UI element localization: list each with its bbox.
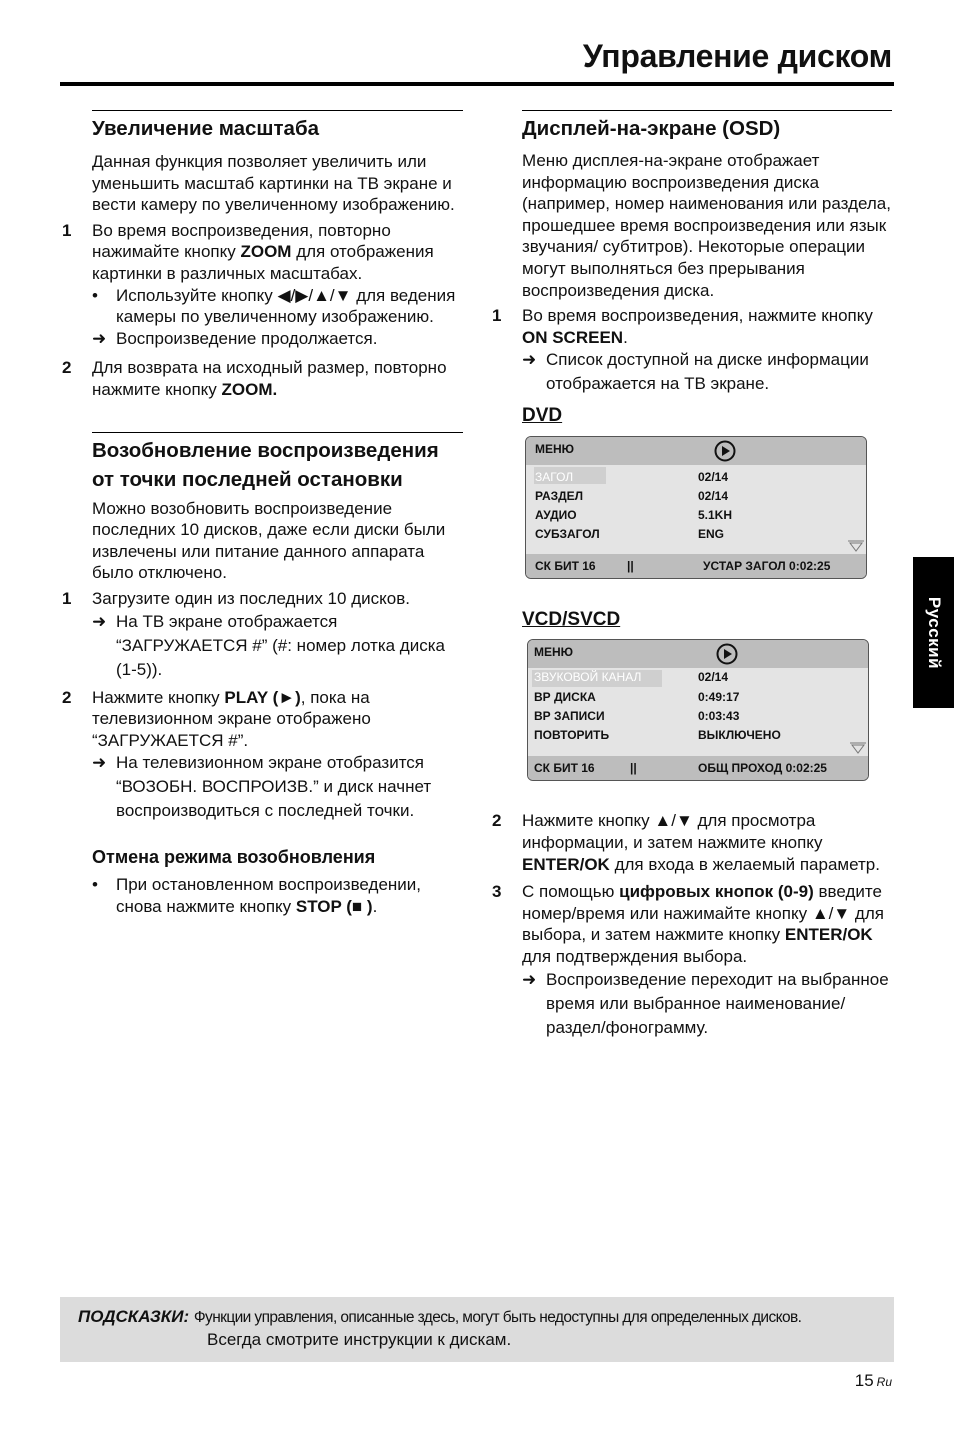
step-number: 1 (62, 588, 72, 608)
dvd-osd-panel (525, 436, 867, 579)
osd-intro: Меню дисплея-на-экране отображает информацию воспроизведения диска (например, номер наименования или раздела, прошедшее время воспроизведения или язык звучания/ субтитров). Некоторые операции могут выполняться без прерывания воспроизведения диска. (522, 151, 891, 300)
tips-box (60, 1297, 894, 1362)
page-number (855, 1371, 892, 1391)
step-text: . (623, 327, 628, 347)
resume-step-2-result (60, 751, 463, 823)
osd-row-name[interactable]: СУБЗАГОЛ (535, 527, 600, 542)
tips-text: Функции управления, описанные здесь, могут быть недоступны для определенных дисков. (193, 1309, 802, 1326)
osd-step-1-result (490, 348, 892, 396)
bullet-text: Используйте кнопку (116, 285, 278, 305)
osd-row-name[interactable]: ВР ЗАПИСИ (534, 709, 605, 724)
resume-step-1 (60, 588, 463, 610)
tips-line-1 (78, 1307, 801, 1327)
step-text: Во время воспроизведения, нажмите кнопку (522, 306, 873, 326)
scroll-down-triangle-icon (848, 540, 864, 552)
result-text: На телевизионном экране отобразится “ВОЗОБН. ВОСПРОИЗВ.” и диск начнет воспроизводиться с последней точки. (116, 753, 432, 821)
osd-header (526, 437, 866, 465)
step-text: , пока на телевизионном экране отображено “ЗАГРУЖАЕТСЯ #”. (92, 687, 371, 750)
bullet-mark: • (92, 285, 98, 305)
osd-step-3-result (490, 968, 892, 1040)
vcd-osd-panel (527, 639, 869, 781)
bullet-text: . (372, 896, 378, 916)
page-number-value: 15 (854, 1371, 874, 1390)
cancel-bullet (60, 874, 463, 917)
on-screen-key: ON SCREEN (522, 327, 624, 347)
step-text: для просмотра информации, и затем нажмите кнопку (522, 811, 823, 852)
osd-row-value: 02/14 (698, 470, 729, 485)
zoom-step-1 (60, 220, 463, 285)
osd-row-value: 02/14 (698, 489, 729, 504)
step-text: для отображения картинки в различных масштабах. (92, 242, 434, 283)
section-rule (522, 110, 892, 111)
step-text: для входа в желаемый параметр. (609, 854, 880, 874)
resume-step-1-result (60, 610, 463, 682)
enter-ok-key: ENTER/OK (784, 925, 873, 945)
osd-row-value: 0:03:43 (698, 709, 740, 724)
step-text: для выбора, и затем нажмите кнопку (522, 903, 884, 945)
enter-ok-key: ENTER/OK (522, 854, 610, 874)
zoom-bullet (60, 285, 463, 328)
result-arrow-icon: ➜ (92, 753, 107, 773)
page-title: Управление диском (582, 38, 892, 74)
play-key: PLAY (►) (224, 687, 301, 707)
step-number: 2 (62, 687, 72, 707)
resume-heading: Возобновление воспроизведения от точки последней остановки (92, 438, 439, 491)
stop-key: STOP (■ ) (295, 896, 373, 916)
bullet-text: для ведения камеры по увеличенному изображению. (116, 285, 456, 327)
pause-icon: || (630, 761, 637, 776)
left-column (60, 110, 463, 917)
osd-row-name[interactable]: РАЗДЕЛ (535, 489, 584, 504)
digit-keys: цифровых кнопок (0-9) (619, 882, 814, 902)
arrow-keys-icon: ◀/▶/▲/▼ (277, 285, 352, 305)
bullet-text: При остановленном воспроизведении, снова нажмите кнопку (116, 875, 421, 916)
right-column (490, 110, 892, 1040)
zoom-result (60, 328, 463, 350)
language-tab (913, 557, 954, 708)
bullet-mark: • (92, 875, 98, 895)
play-circle-icon (714, 440, 736, 462)
zoom-key: ZOOM (240, 242, 292, 262)
cancel-heading: Отмена режима возобновления (92, 847, 376, 868)
step-number: 2 (492, 811, 502, 831)
osd-step-1 (490, 305, 892, 348)
result-text: Воспроизведение продолжается. (116, 328, 378, 348)
osd-row-name[interactable]: ЗВУКОВОЙ КАНАЛ (534, 670, 642, 685)
step-text: Загрузите один из последних 10 дисков. (92, 588, 410, 608)
step-text: введите номер/время или нажимайте кнопку (522, 882, 882, 923)
scroll-down-triangle-icon (850, 742, 866, 754)
step-number: 1 (492, 306, 502, 326)
osd-row-name[interactable]: АУДИО (535, 508, 577, 523)
pause-icon: || (627, 559, 634, 574)
osd-footer (528, 756, 868, 780)
result-arrow-icon: ➜ (522, 969, 537, 989)
osd-row-value: ВЫКЛЮЧЕНО (698, 728, 781, 743)
step-number: 3 (492, 882, 502, 902)
section-rule (92, 432, 463, 433)
osd-heading: Дисплей-на-экране (OSD) (522, 117, 781, 140)
osd-row-name[interactable]: ПОВТОРИТЬ (534, 728, 610, 743)
result-arrow-icon: ➜ (92, 611, 107, 631)
osd-step-2 (490, 810, 892, 875)
section-rule (92, 110, 463, 111)
language-tab-label: Русский (924, 596, 944, 669)
vcd-label: VCD/SVCD (522, 609, 621, 631)
osd-header (528, 640, 868, 668)
step-number: 1 (62, 220, 72, 240)
result-arrow-icon: ➜ (522, 350, 537, 370)
play-circle-icon (716, 643, 738, 665)
resume-intro: Можно возобновить воспроизведение последних 10 дисков, даже если диски были извлечены или питание данного аппарата было отключено. (92, 498, 446, 583)
result-arrow-icon: ➜ (92, 328, 107, 348)
step-text: Нажмите кнопку (522, 811, 655, 831)
osd-row-value: 5.1KH (698, 508, 733, 523)
step-text: Нажмите кнопку (92, 687, 225, 707)
result-text: Список доступной на диске информации отображается на ТВ экране. (546, 350, 869, 394)
result-text: Воспроизведение переходит на выбранное время или выбранное наименование/раздел/фонограмму. (546, 969, 889, 1037)
up-down-arrows-icon: ▲/▼ (654, 811, 693, 831)
step-number: 2 (62, 358, 72, 378)
osd-step-3 (490, 881, 892, 967)
zoom-key: ZOOM. (221, 379, 278, 399)
result-text: На ТВ экране отображается “ЗАГРУЖАЕТСЯ #” (#: номер лотка диска (1-5)). (116, 611, 445, 679)
osd-bitrate: СК БИТ 16 (535, 559, 596, 574)
osd-menu-label: МЕНЮ (534, 645, 574, 660)
osd-row-name[interactable]: ВР ДИСКА (534, 690, 596, 705)
zoom-step-2 (60, 357, 463, 400)
page-lang: Ru (876, 1375, 892, 1389)
zoom-heading: Увеличение масштаба (92, 117, 320, 140)
title-rule (60, 82, 894, 86)
osd-row-name[interactable]: ЗАГОЛ (535, 470, 574, 485)
step-text: для подтверждения выбора. (522, 946, 748, 966)
step-text: С помощью (522, 882, 620, 902)
osd-time: УСТАР ЗАГОЛ 0:02:25 (703, 559, 831, 574)
step-text: Для возврата на исходный размер, повторно нажмите кнопку (92, 358, 447, 399)
osd-time: ОБЩ ПРОХОД 0:02:25 (698, 761, 827, 776)
tips-label: ПОДСКАЗКИ: (78, 1307, 190, 1326)
osd-row-value: 02/14 (698, 670, 729, 685)
zoom-intro: Данная функция позволяет увеличить или уменьшить масштаб картинки на ТВ экране и вести камеру по увеличенному изображению. (92, 152, 455, 215)
osd-row-value: ENG (698, 527, 725, 542)
osd-row-value: 0:49:17 (698, 690, 740, 705)
osd-bitrate: СК БИТ 16 (534, 761, 595, 776)
osd-footer (526, 554, 866, 578)
dvd-label: DVD (522, 405, 563, 427)
tips-line-2: Всегда смотрите инструкции к дискам. (207, 1330, 512, 1349)
osd-menu-label: МЕНЮ (535, 442, 575, 457)
step-text: Во время воспроизведения, повторно нажимайте кнопку (92, 220, 391, 262)
resume-step-2 (60, 687, 463, 752)
up-down-arrows-icon: ▲/▼ (811, 903, 851, 923)
